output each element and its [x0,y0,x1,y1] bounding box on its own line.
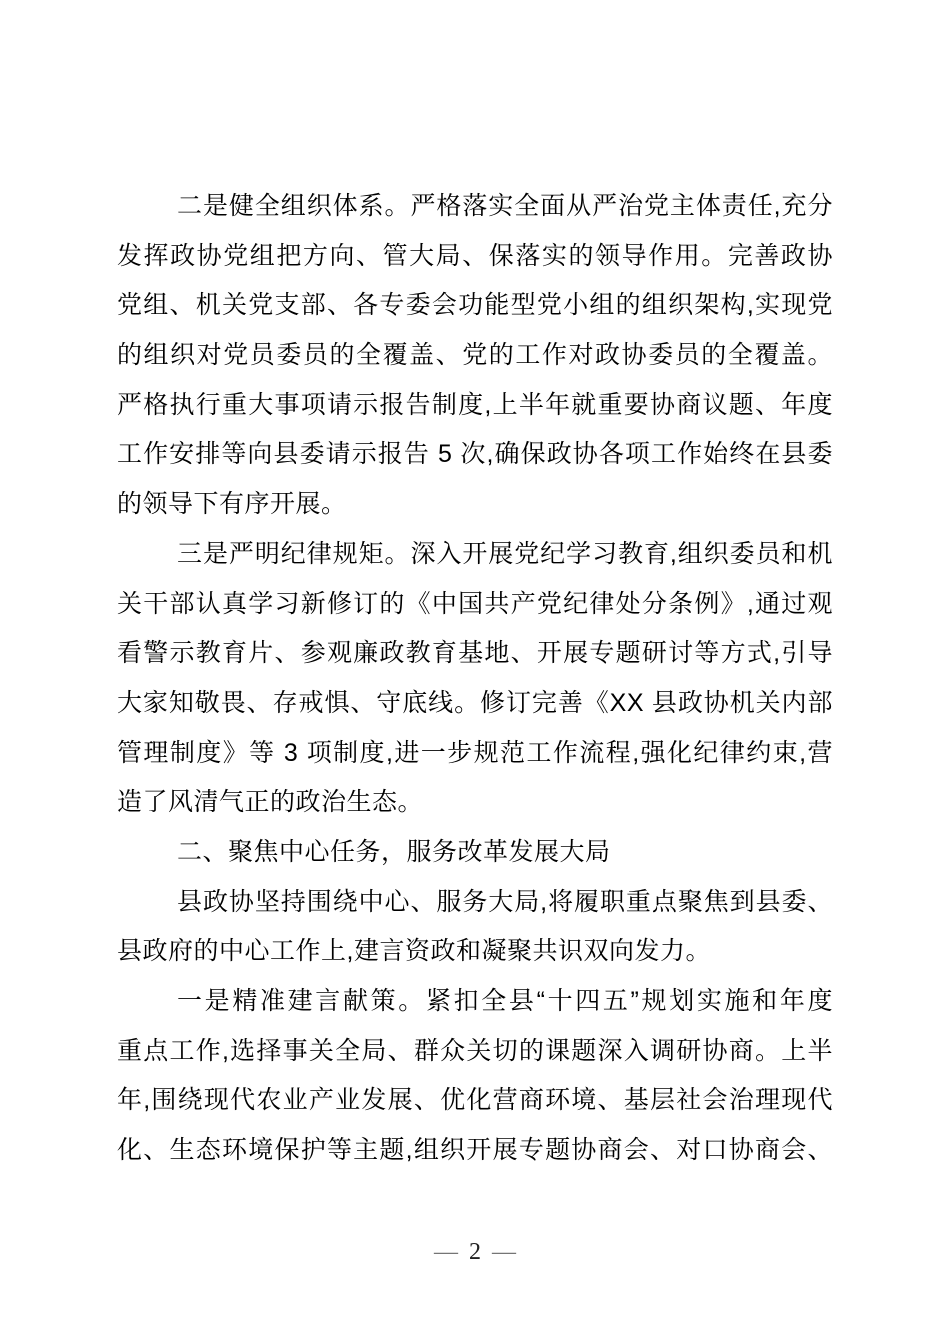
text-line: 严格执行重大事项请示报告制度,上半年就重要协商议题、年度 [117,390,833,419]
footer-dash-right: — [492,1239,516,1265]
text-line: 化、生态环境保护等主题,组织开展专题协商会、对口协商会、 [117,1136,833,1165]
text-line: 县政协坚持围绕中心、服务大局,将履职重点聚焦到县委、 [177,887,833,916]
text-line: 工作安排等向县委请示报告 5 次,确保政协各项工作始终在县委 [117,440,833,469]
text-line: 管理制度》等 3 项制度,进一步规范工作流程,强化纪律约束,营 [117,738,833,767]
text-line: 重点工作,选择事关全局、群众关切的课题深入调研协商。上半 [117,1036,833,1065]
text-line: 大家知敬畏、存戒惧、守底线。修订完善《XX 县政协机关内部 [117,688,833,717]
text-line: 三是严明纪律规矩。深入开展党纪学习教育,组织委员和机 [177,539,833,568]
page-footer [0,1234,950,1270]
text-line: 造了风清气正的政治生态。 [117,788,424,817]
text-line: 的领导下有序开展。 [117,490,347,519]
footer-dash-left: — [434,1239,458,1265]
text-line: 看警示教育片、参观廉政教育基地、开展专题研讨等方式,引导 [117,639,833,668]
text-line: 发挥政协党组把方向、管大局、保落实的领导作用。完善政协 [117,241,833,270]
text-line: 一是精准建言献策。紧扣全县“十四五”规划实施和年度 [177,987,833,1015]
page-number: 2 [469,1239,481,1265]
text-line: 关干部认真学习新修订的《中国共产党纪律处分条例》,通过观 [117,589,833,618]
text-line: 党组、机关党支部、各专委会功能型党小组的组织架构,实现党 [117,291,833,320]
text-line: 二是健全组织体系。严格落实全面从严治党主体责任,充分 [177,192,833,220]
text-line: 年,围绕现代农业产业发展、优化营商环境、基层社会治理现代 [117,1086,833,1115]
document-body [117,182,833,1176]
text-line: 的组织对党员委员的全覆盖、党的工作对政协委员的全覆盖。 [117,341,833,370]
text-line: 县政府的中心工作上,建言资政和凝聚共识双向发力。 [117,937,711,966]
section-heading: 二、聚焦中心任务，服务改革发展大局 [177,837,611,866]
